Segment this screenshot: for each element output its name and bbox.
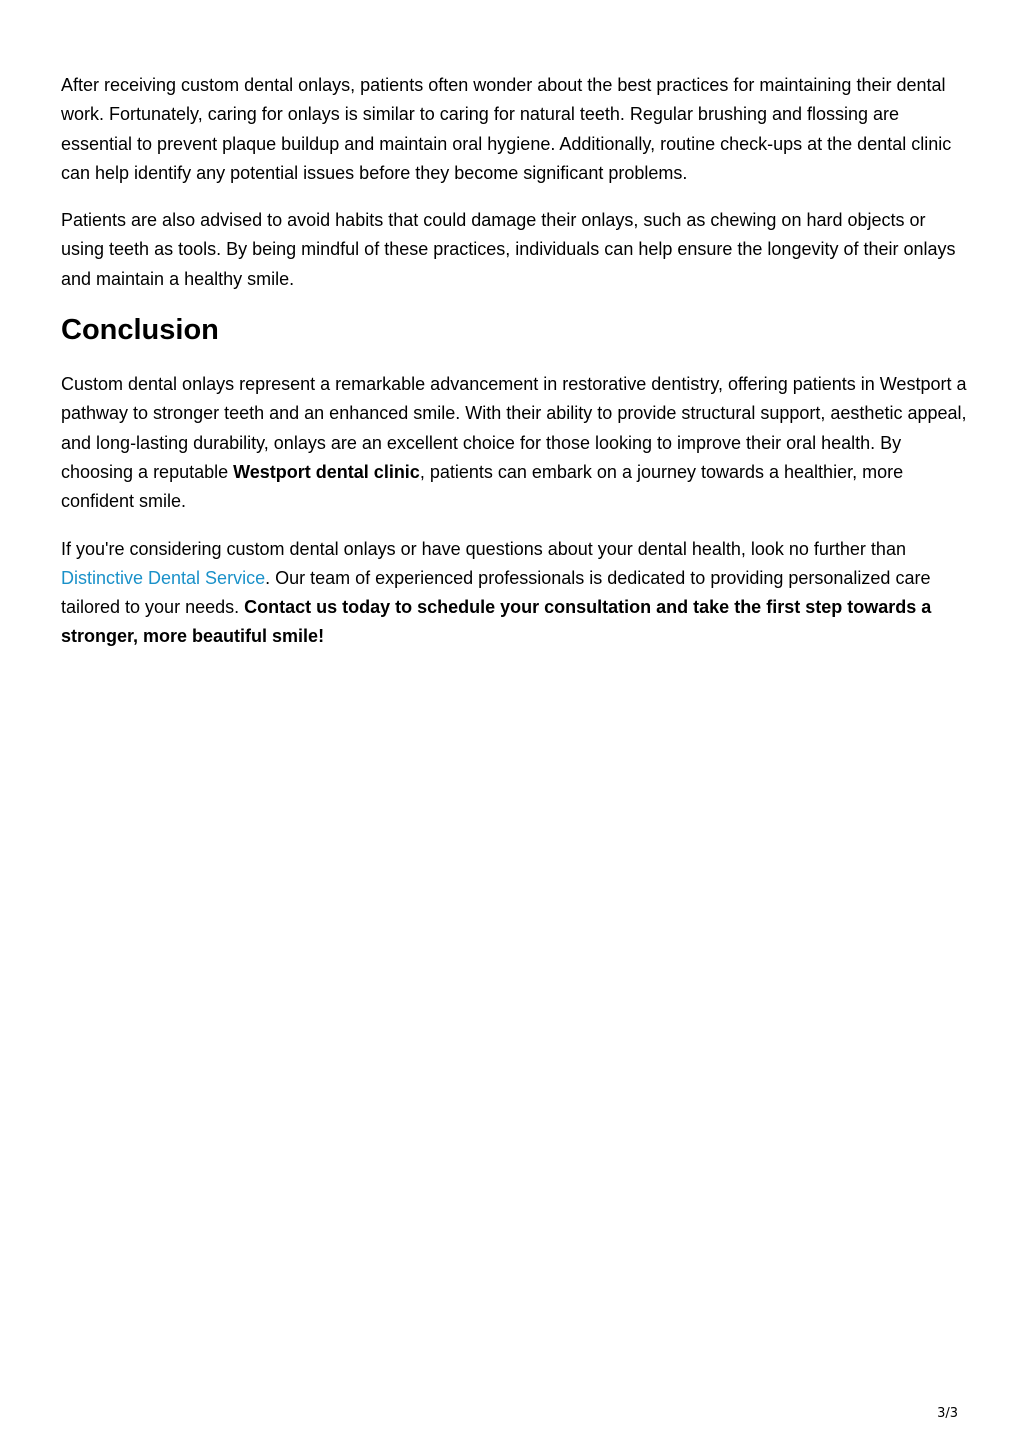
- contact-paragraph: [61, 535, 971, 652]
- distinctive-dental-link[interactable]: Distinctive Dental Service: [61, 567, 266, 588]
- page-number: 3/3: [937, 1406, 958, 1421]
- conclusion-heading: Conclusion: [61, 314, 219, 347]
- aftercare-paragraph: After receiving custom dental onlays, patients often wonder about the best practices for maintaining their dental work. Fortunately, caring for onlays is similar to caring for natural teeth. Regular brushing and flossing are essential to prevent plaque buildup and maintain oral hygiene. Additionally, routine check-ups at the dental clinic can help identify any potential issues before they become significant problems.: [61, 75, 952, 183]
- conclusion-paragraph: [61, 370, 971, 516]
- contact-text-1: If you're considering custom dental onlays or have questions about your dental health, look no further than: [61, 538, 906, 559]
- habits-paragraph: Patients are also advised to avoid habits that could damage their onlays, such as chewing on hard objects or using teeth as tools. By being mindful of these practices, individuals can help ensure the longevity of their onlays and maintain a healthy smile.: [61, 210, 956, 289]
- clinic-keyword: Westport dental clinic: [233, 461, 420, 482]
- document-page: [61, 71, 971, 670]
- call-to-action: Contact us today to schedule your consultation and take the first step towards a stronger, more beautiful smile!: [61, 597, 932, 647]
- conclusion-text-2: , patients can embark on a journey towards a healthier, more confident smile.: [61, 461, 904, 512]
- contact-text-2: . Our team of experienced professionals is dedicated to providing personalized care tailored to your needs.: [61, 567, 931, 618]
- conclusion-text-1: Custom dental onlays represent a remarkable advancement in restorative dentistry, offering patients in Westport a pathway to stronger teeth and an enhanced smile. With their ability to provide structural support, aesthetic appeal, and long-lasting durability, onlays are an excellent choice for those looking to improve their oral health. By choosing a reputable: [61, 374, 967, 482]
